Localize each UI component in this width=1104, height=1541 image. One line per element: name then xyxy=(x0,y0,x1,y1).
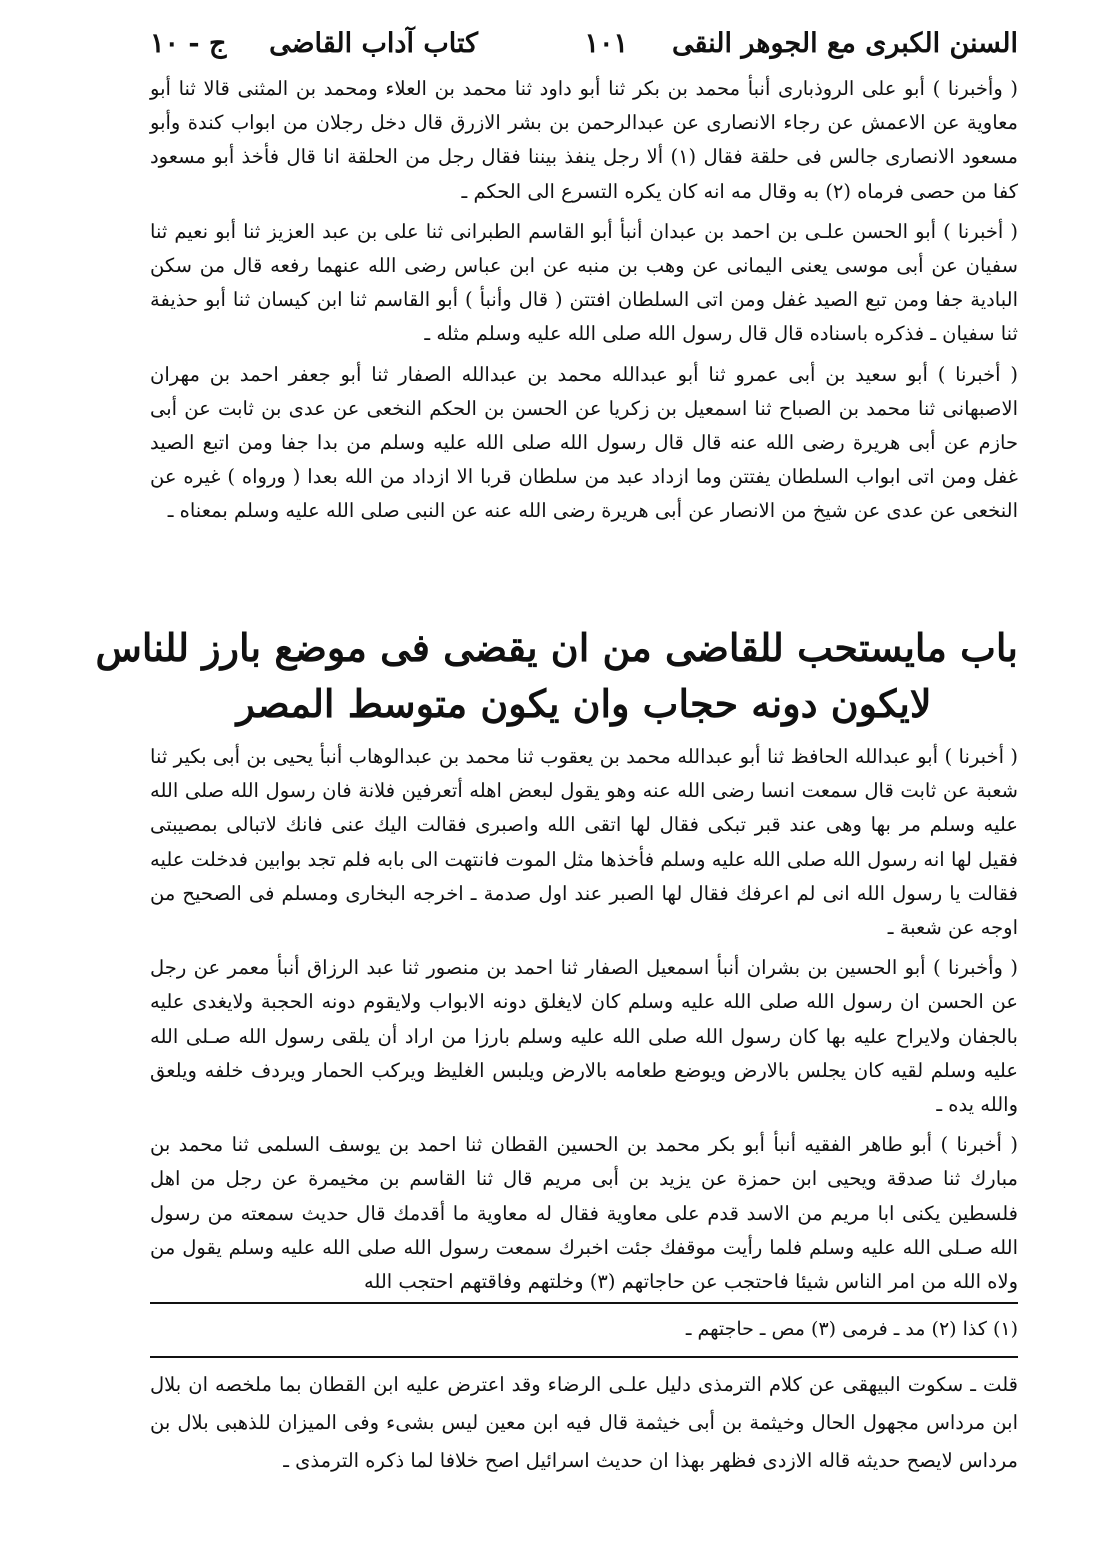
hadith-paragraph: ( أخبرنا ) أبو الحسن علـى بن احمد بن عبدان أنبأ أبو القاسم الطبرانى ثنا على بن عبد العزيز ثنا أبو نعيم ثنا سفيان عن أبى موسى يعنى اليمانى عن وهب بن منبه عن ابن عباس رضى الله عنهما رفعه قال من سكن البادية جفا ومن تبع الصيد غفل ومن اتى السلطان افتتن ( قال وأنبأ ) أبو القاسم ثنا ابن كيسان ثنا أبو حذيفة ثنا سفيان ـ فذكره باسناده قال قال رسول الله صلى الله عليه وسلم مثله ـ xyxy=(150,219,1018,346)
hadith-paragraph: ( وأخبرنا ) أبو الحسين بن بشران أنبأ اسمعيل الصفار ثنا احمد بن منصور ثنا عبد الرزاق أنبأ معمر عن رجل عن الحسن ان رسول الله صلى الله عليه وسلم كان لايغلق دونه الابواب ولايقوم دونه الحجبة ولايغدى عليه بالجفان ولايراح عليه بها كان رسول الله صلى الله عليه وسلم بارزا من اراد أن يلقى رسول الله صـلى الله عليه وسلم لقيه كان يجلس بالارض ويوضع طعامه بالارض ويلبس الغليظ ويركب الحمار ويردف خلفه ويلعق والله يده ـ xyxy=(150,956,1018,1117)
chapter-heading-line-2: لايكون دونه حجاب وان يكون متوسط المصر xyxy=(236,681,932,726)
commentary-text: قلت ـ سكوت البيهقى عن كلام الترمذى دليل علـى الرضاء وقد اعترض عليه ابن القطان بما ملخصه ان بلال ابن مرداس مجهول الحال وخيثمة بن أبى خيثمة قال فيه ابن معين ليس بشىء وفى الميزان للذهبى بلال بن مرداس لايصح حديثه قاله الازدى فظهر بهذا ان حديث اسرائيل اصح خلافا لما ذكره الترمذى ـ xyxy=(150,1373,1018,1472)
footnotes: (١) كذا (٢) مد ـ فرمى (٣) مص ـ حاجتهم ـ xyxy=(685,1318,1018,1340)
hadith-paragraph: ( وأخبرنا ) أبو على الروذبارى أنبأ محمد بن بكر ثنا أبو داود ثنا محمد بن العلاء ومحمد بن المثنى قالا ثنا أبو معاوية عن الاعمش عن رجاء الانصارى عن عبدالرحمن بن بشر الازرق قال دخل رجلان من ابواب كندة وأبو مسعود الانصارى جالس فى حلقة فقال (١) ألا رجل ينفذ بيننا فقال رجل من الحلقة انا قال فأخذ أبو مسعود كفا من حصى فرماه (٢) به وقال مه انه كان يكره التسرع الى الحكم ـ xyxy=(150,77,1018,203)
commentary-divider xyxy=(150,1356,1018,1358)
book-title: السنن الكبرى مع الجوهر النقى xyxy=(671,28,1018,59)
chapter-title: كتاب آداب القاضى xyxy=(269,28,478,59)
page-number: ١٠١ xyxy=(584,28,628,59)
volume-number: ج - ١٠ xyxy=(150,28,227,59)
hadith-paragraph: ( أخبرنا ) أبو سعيد بن أبى عمرو ثنا أبو عبدالله محمد بن عبدالله الصفار ثنا أبو جعفر احمد بن مهران الاصبهانى ثنا محمد بن الصباح ثنا اسمعيل بن زكريا عن الحسن بن الحكم النخعى عن عدى بن ثابت عن أبى حازم عن أبى هريرة رضى الله عنه قال قال رسول الله صلى الله عليه وسلم من بدا جفا ومن اتبع الصيد غفل ومن اتى ابواب السلطان يفتتن وما ازداد عبد من سلطان قربا الا ازداد من الله بعدا ( ورواه ) غيره عن النخعى عن عدى عن شيخ من الانصار عن أبى هريرة رضى الله عنه عن النبى صلى الله عليه وسلم بمعناه ـ xyxy=(150,362,1018,523)
hadith-paragraph: ( أخبرنا ) أبو عبدالله الحافظ ثنا أبو عبدالله محمد بن يعقوب ثنا محمد بن عبدالوهاب أنبأ يحيى بن أبى بكير ثنا شعبة عن ثابت قال سمعت انسا رضى الله عنه وهو يقول لبعض اهله أتعرفين فلانة فان رسول الله صلى الله عليه وسلم مر بها وهى عند قبر تبكى فقال لها اتقى الله واصبرى فقالت اليك عنى فانك لاتبالى بمصيبتى فقيل لها انه رسول الله صلى الله عليه وسلم فأخذها مثل الموت فانتهت الى بابه فلم تجد بوابين فدخلت عليه فقالت يا رسول الله انى لم اعرفك فقال لها الصبر عند اول صدمة ـ اخرجه البخارى ومسلم فى الصحيح من اوجه عن شعبة ـ xyxy=(150,745,1018,940)
hadith-section-2 xyxy=(150,740,1018,1305)
footnote-divider xyxy=(150,1302,1018,1304)
commentary-section xyxy=(150,1366,1018,1480)
chapter-heading xyxy=(95,620,1018,732)
chapter-heading-line-1: باب مايستحب للقاضى من ان يقضى فى موضع بارز للناس xyxy=(95,625,1018,670)
hadith-section-1 xyxy=(150,72,1018,535)
hadith-paragraph: ( أخبرنا ) أبو طاهر الفقيه أنبأ أبو بكر محمد بن الحسين القطان ثنا احمد بن يوسف السلمى ثنا محمد بن مبارك ثنا صدقة ويحيى ابن حمزة عن يزيد بن أبى مريم قال ثنا القاسم بن مخيمرة عن رجل من اهل فلسطين يكنى ابا مريم من الاسد قدم على معاوية فقال له معاوية ما أقدمك قال حديث سمعته من رسول الله صـلى الله عليه وسلم فلما رأيت موقفك جئت اخبرك سمعت رسول الله صلى الله عليه وسلم يقول من ولاه الله من امر الناس شيئا فاحتجب عن حاجاتهم (٣) وخلتهم وفاقتهم احتجب الله xyxy=(150,1133,1018,1294)
running-header xyxy=(150,22,1018,66)
